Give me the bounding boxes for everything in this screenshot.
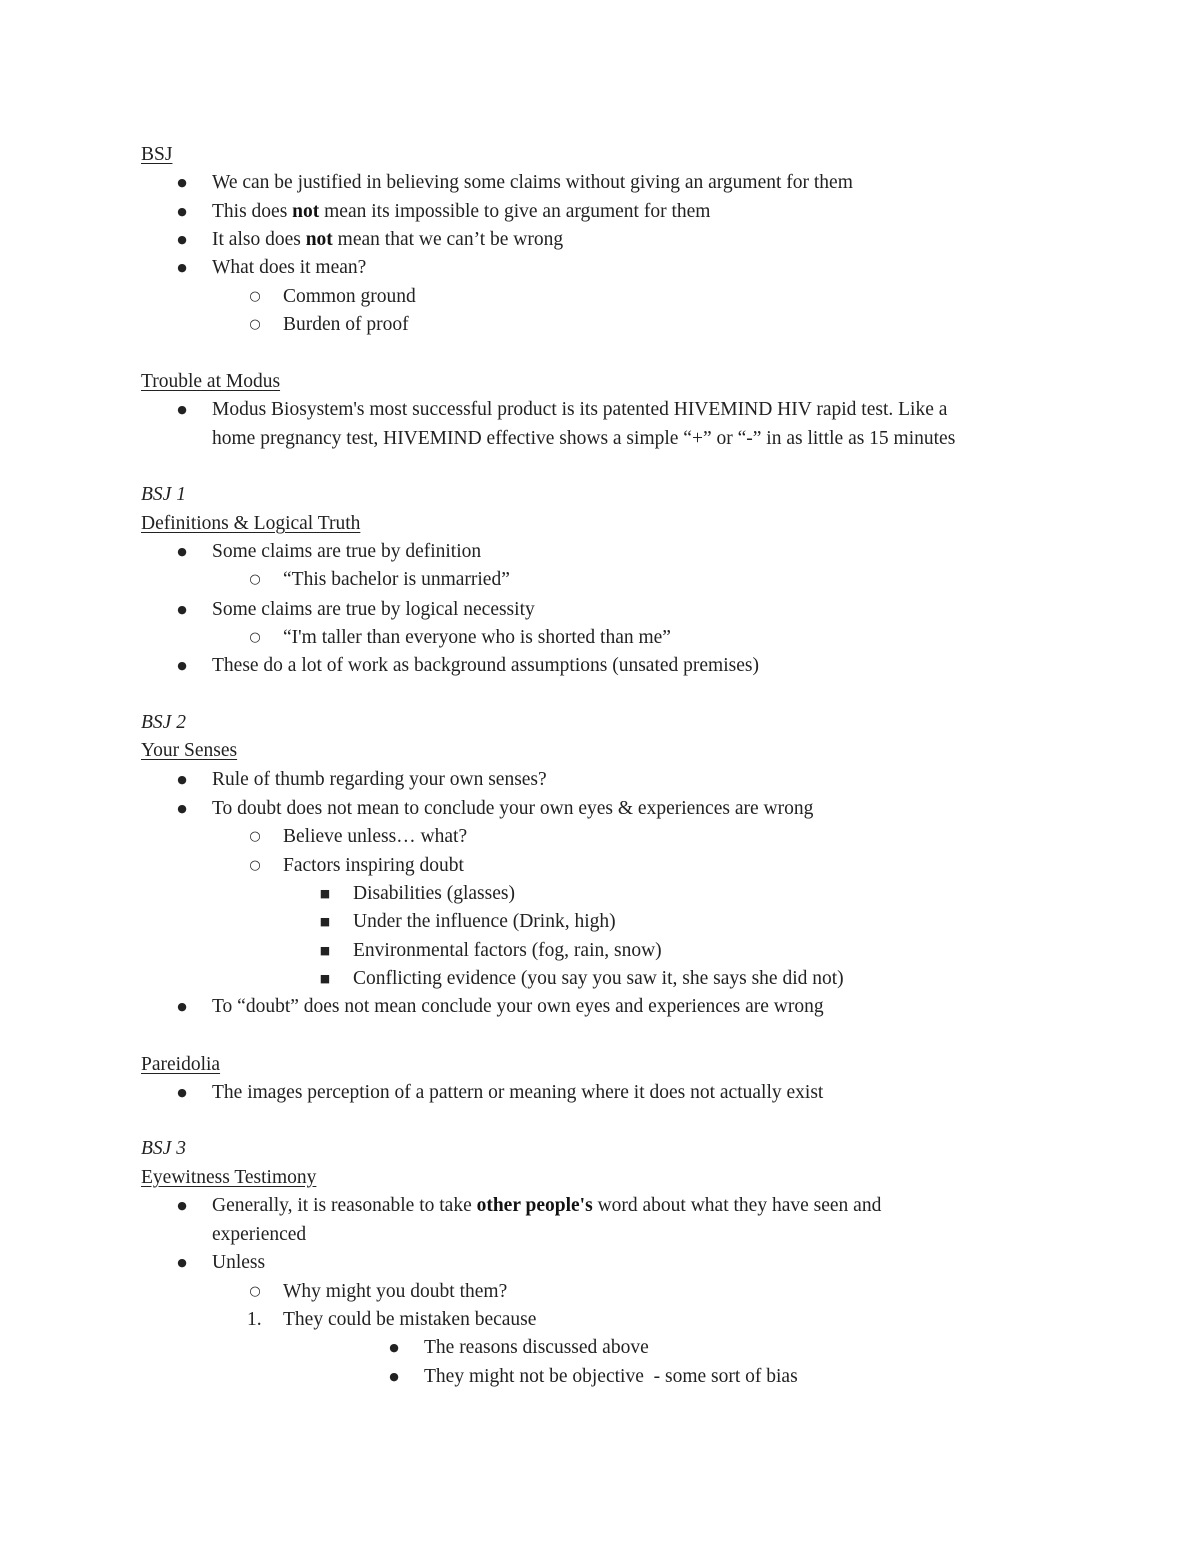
bullet-disc-icon: ● — [177, 773, 187, 786]
section-heading-bsj: BSJ — [141, 144, 173, 165]
bullet-disc-icon: ● — [177, 205, 187, 218]
section-label-bsj-2: BSJ 2 — [141, 712, 186, 733]
bullet-disc-icon: ● — [177, 545, 187, 558]
bullet-text-continued: home pregnancy test, HIVEMIND effective shows a simple “+” or “-” in as little as 15 minutes — [212, 428, 956, 449]
sub-bullet-text: Believe unless… what? — [283, 826, 468, 847]
sub-bullet-text: Common ground — [283, 286, 416, 307]
bullet-disc-icon: ● — [177, 261, 187, 274]
bullet-text: It also does not mean that we can’t be wrong — [212, 229, 564, 250]
section-heading-trouble-at-modus: Trouble at Modus — [141, 371, 281, 392]
bullet-circle-icon: ○ — [249, 1284, 261, 1299]
bullet-disc-icon: ● — [389, 1370, 399, 1383]
tertiary-bullet-text: Under the influence (Drink, high) — [353, 911, 616, 932]
sub-bullet-text: Burden of proof — [283, 314, 409, 335]
bullet-circle-icon: ○ — [249, 630, 261, 645]
bullet-disc-icon: ● — [177, 1086, 187, 1099]
bullet-circle-icon: ○ — [249, 572, 261, 587]
bullet-text: To doubt does not mean to conclude your own eyes & experiences are wrong — [212, 798, 814, 819]
bullet-text: These do a lot of work as background assumptions (unsated premises) — [212, 655, 759, 676]
section-label-bsj-1: BSJ 1 — [141, 484, 186, 505]
bullet-text-continued: experienced — [212, 1224, 307, 1245]
sub-bullet-text: Why might you doubt them? — [283, 1281, 508, 1302]
section-heading-eyewitness-testimony: Eyewitness Testimony — [141, 1167, 317, 1188]
bullet-square-icon: ■ — [319, 944, 331, 957]
bullet-circle-icon: ○ — [249, 317, 261, 332]
section-heading-definitions: Definitions & Logical Truth — [141, 513, 361, 534]
section-label-bsj-3: BSJ 3 — [141, 1138, 186, 1159]
numbered-item-text: They could be mistaken because — [283, 1309, 537, 1330]
bullet-disc-icon: ● — [177, 1256, 187, 1269]
nested-bullet-text: The reasons discussed above — [424, 1337, 649, 1358]
bullet-text: The images perception of a pattern or meaning where it does not actually exist — [212, 1082, 824, 1103]
tertiary-bullet-text: Conflicting evidence (you say you saw it, she says she did not) — [353, 968, 844, 989]
bullet-disc-icon: ● — [177, 233, 187, 246]
bullet-square-icon: ■ — [319, 972, 331, 985]
bullet-disc-icon: ● — [177, 659, 187, 672]
bullet-text: Some claims are true by logical necessity — [212, 599, 535, 620]
sub-bullet-text: “I'm taller than everyone who is shorted than me” — [283, 627, 671, 648]
bullet-circle-icon: ○ — [249, 858, 261, 873]
bullet-disc-icon: ● — [177, 403, 187, 416]
sub-bullet-text: “This bachelor is unmarried” — [283, 569, 510, 590]
bullet-circle-icon: ○ — [249, 289, 261, 304]
list-number: 1. — [247, 1309, 262, 1330]
bullet-disc-icon: ● — [177, 1000, 187, 1013]
bullet-square-icon: ■ — [319, 887, 331, 900]
bullet-square-icon: ■ — [319, 915, 331, 928]
tertiary-bullet-text: Disabilities (glasses) — [353, 883, 515, 904]
bullet-text: To “doubt” does not mean conclude your own eyes and experiences are wrong — [212, 996, 824, 1017]
bullet-disc-icon: ● — [177, 1199, 187, 1212]
section-heading-pareidolia: Pareidolia — [141, 1054, 221, 1075]
bullet-disc-icon: ● — [389, 1341, 399, 1354]
bullet-text: We can be justified in believing some claims without giving an argument for them — [212, 172, 853, 193]
bullet-text: Generally, it is reasonable to take other people's word about what they have seen and — [212, 1195, 882, 1216]
bullet-text: Rule of thumb regarding your own senses? — [212, 769, 547, 790]
section-heading-your-senses: Your Senses — [141, 740, 238, 761]
tertiary-bullet-text: Environmental factors (fog, rain, snow) — [353, 940, 662, 961]
bullet-text: Some claims are true by definition — [212, 541, 482, 562]
bullet-text: This does not mean its impossible to give an argument for them — [212, 201, 711, 222]
nested-bullet-text: They might not be objective - some sort of bias — [424, 1366, 798, 1387]
bullet-disc-icon: ● — [177, 802, 187, 815]
bullet-disc-icon: ● — [177, 603, 187, 616]
bullet-text: Unless — [212, 1252, 266, 1273]
bullet-circle-icon: ○ — [249, 829, 261, 844]
bullet-disc-icon: ● — [177, 176, 187, 189]
sub-bullet-text: Factors inspiring doubt — [283, 855, 464, 876]
bullet-text: Modus Biosystem's most successful product is its patented HIVEMIND HIV rapid test. Like a — [212, 399, 948, 420]
bullet-text: What does it mean? — [212, 257, 367, 278]
